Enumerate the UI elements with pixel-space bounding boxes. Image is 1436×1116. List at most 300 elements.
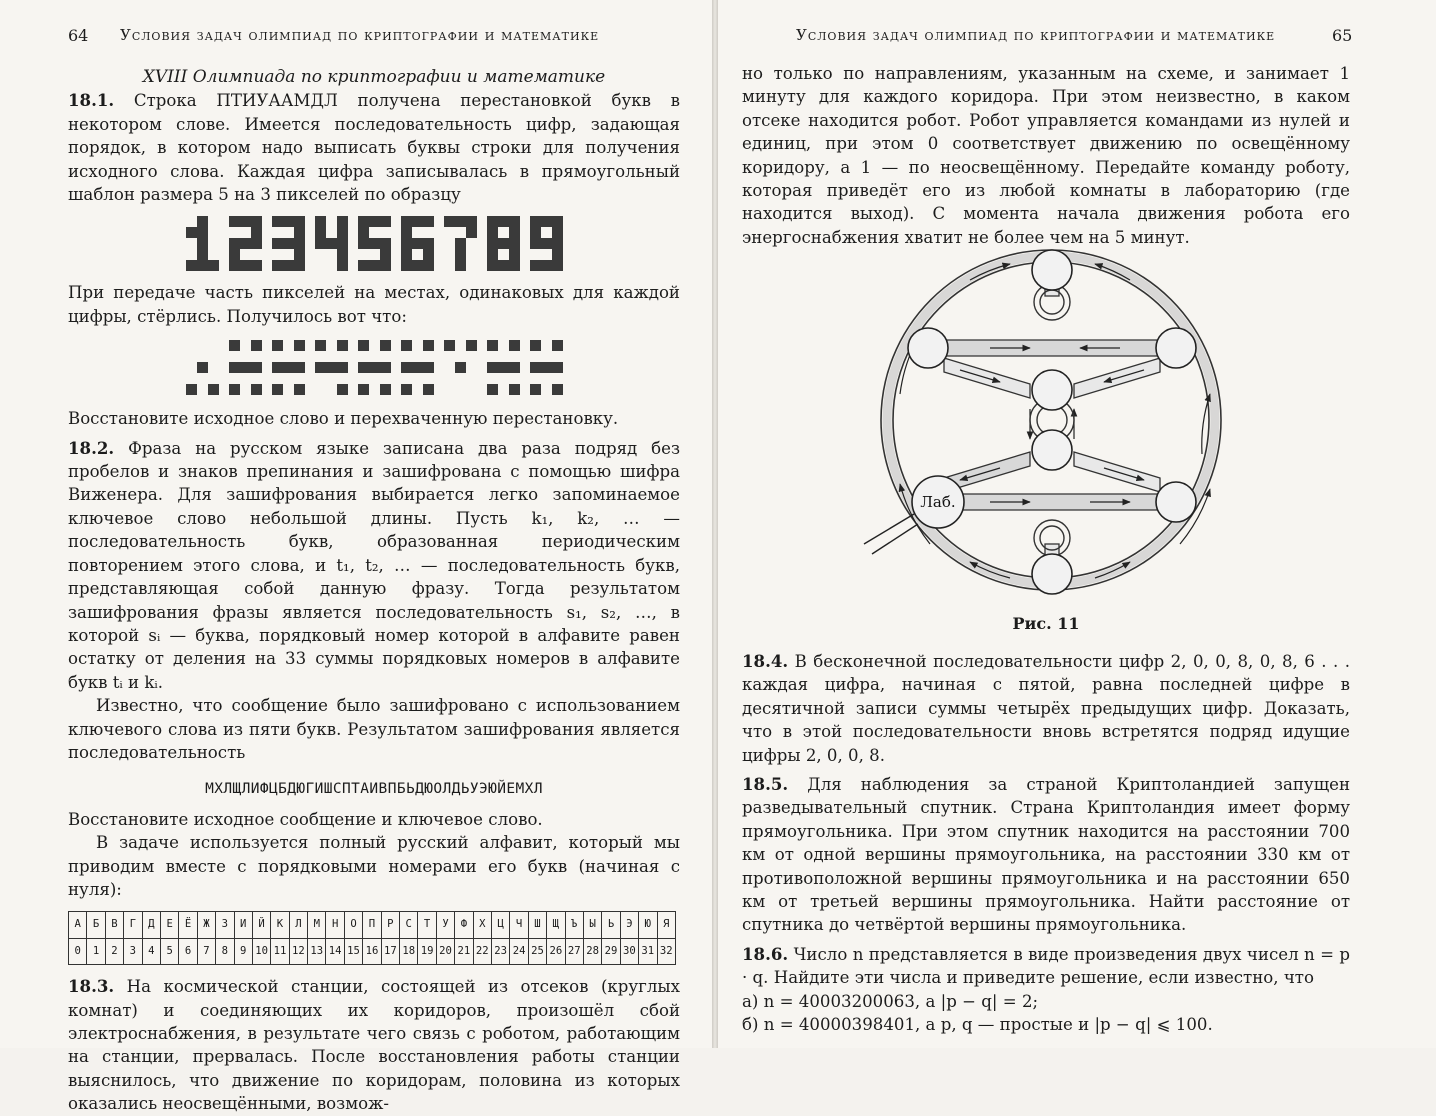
room-right-upper <box>1156 328 1196 368</box>
room-top <box>1032 250 1072 290</box>
pixel <box>326 351 337 362</box>
pixel <box>380 227 391 238</box>
pixel <box>487 351 498 362</box>
pixel <box>487 249 498 260</box>
pixel <box>412 373 423 384</box>
pixel <box>541 227 552 238</box>
alphabet-letter-cell: Ф <box>455 912 473 938</box>
pixel <box>229 384 240 395</box>
pixel <box>509 384 520 395</box>
pixel <box>197 249 208 260</box>
pixel <box>412 260 423 271</box>
pixel <box>444 340 455 351</box>
alphabet-number-cell: 17 <box>381 938 399 964</box>
pixel <box>509 362 520 373</box>
pixel <box>487 340 498 351</box>
pixel <box>509 373 520 384</box>
alphabet-letter-cell: Ш <box>528 912 546 938</box>
pixel <box>509 227 520 238</box>
pixel <box>337 384 348 395</box>
pixel <box>186 340 197 351</box>
room-left-upper <box>908 328 948 368</box>
problem-number: 18.4. <box>742 651 789 671</box>
alphabet-number-cell: 23 <box>491 938 509 964</box>
pixel <box>272 216 283 227</box>
pixel <box>294 373 305 384</box>
pixel <box>455 384 466 395</box>
pixel <box>401 384 412 395</box>
pixel <box>412 340 423 351</box>
alphabet-letter-cell: Ь <box>602 912 620 938</box>
pixel <box>541 373 552 384</box>
pixel <box>240 351 251 362</box>
alphabet-number-cell: 4 <box>142 938 160 964</box>
pixel <box>380 238 391 249</box>
pixel <box>326 227 337 238</box>
pixel <box>337 362 348 373</box>
left-text-column <box>68 66 680 1116</box>
pixel <box>423 238 434 249</box>
alphabet-letter-cell: Ц <box>491 912 509 938</box>
pixel <box>240 384 251 395</box>
pixel <box>369 362 380 373</box>
pixel <box>444 351 455 362</box>
pixel <box>423 227 434 238</box>
pixel <box>466 216 477 227</box>
pixel <box>530 238 541 249</box>
olympiad-title: XVIII Олимпиада по криптографии и математике <box>142 67 606 87</box>
pixel <box>208 384 219 395</box>
pixel <box>229 249 240 260</box>
problem-18-5: 18.5. Для наблюдения за страной Криптоландией запущен разведывательный спутник. Страна Криптоландия имеет форму прямоугольника. При этом спутник находится на расстоянии 700 км от одной вершины прямоугольника, на расстоянии 330 км от противоположной вершины прямоугольника и на расстоянии 650 км от третьей вершины прямоугольника. Найти расстояние от спутника до четвёртой вершины прямоугольника. <box>742 774 1351 935</box>
pixel <box>401 362 412 373</box>
pixel <box>186 216 197 227</box>
pixel <box>369 238 380 249</box>
pixel <box>240 260 251 271</box>
problem-18-1: 18.1. Строка ПТИУААМДЛ получена перестановкой букв в некотором слове. Имеется последовательность цифр, задающая порядок, в котором надо выписать буквы строки для получения исходного слова. Каждая цифра записывалась в прямоугольный шаблон размера 5 на 3 пикселей по образцу <box>68 90 681 205</box>
pixel <box>186 227 197 238</box>
pixel <box>197 216 208 227</box>
pixel <box>423 362 434 373</box>
pixel <box>369 249 380 260</box>
problem-18-6-b: б) n = 40000398401, а p, q — простые и |p − q| ⩽ 100. <box>742 1015 1213 1035</box>
pixel <box>358 351 369 362</box>
corridors <box>938 280 1165 560</box>
pixel <box>315 227 326 238</box>
pixel <box>530 362 541 373</box>
pixel <box>455 362 466 373</box>
alphabet-number-cell: 20 <box>436 938 454 964</box>
pixel <box>337 249 348 260</box>
alphabet-number-cell: 1 <box>87 938 105 964</box>
alphabet-number-cell: 24 <box>510 938 528 964</box>
pixel <box>369 373 380 384</box>
pixel <box>240 362 251 373</box>
pixel <box>294 249 305 260</box>
outer-ring-shade <box>887 256 1215 584</box>
pixel <box>337 238 348 249</box>
pixel <box>272 238 283 249</box>
pixel <box>466 227 477 238</box>
pixel <box>552 238 563 249</box>
pixel <box>337 227 348 238</box>
pixel <box>197 340 208 351</box>
template-digit <box>229 216 262 271</box>
pixel <box>509 238 520 249</box>
pixel <box>509 260 520 271</box>
pixel <box>423 384 434 395</box>
pixel <box>541 351 552 362</box>
pixel <box>552 373 563 384</box>
pixel <box>186 238 197 249</box>
left-page <box>0 0 712 1114</box>
pixel <box>208 362 219 373</box>
pixel <box>326 340 337 351</box>
alphabet-letter-cell: П <box>363 912 381 938</box>
pixel <box>186 362 197 373</box>
pixel <box>412 238 423 249</box>
pixel <box>251 260 262 271</box>
pixel <box>358 362 369 373</box>
alphabet-letter-cell: Д <box>142 912 160 938</box>
pixel <box>272 340 283 351</box>
alphabet-letter-cell: Щ <box>547 912 565 938</box>
pixel <box>509 249 520 260</box>
pixel <box>294 260 305 271</box>
alphabet-number-cell: 31 <box>639 938 657 964</box>
pixel <box>229 373 240 384</box>
erased-digit <box>272 340 305 395</box>
pixel <box>530 249 541 260</box>
alphabet-number-cell: 18 <box>400 938 418 964</box>
pixel <box>466 340 477 351</box>
template-digit <box>487 216 520 271</box>
alphabet-number-cell: 15 <box>344 938 362 964</box>
alphabet-number-cell: 0 <box>69 938 87 964</box>
pixel <box>326 260 337 271</box>
pixel <box>498 260 509 271</box>
pixel <box>337 260 348 271</box>
alphabet-number-cell: 27 <box>565 938 583 964</box>
alphabet-letter-cell: Х <box>473 912 491 938</box>
template-digit <box>401 216 434 271</box>
alphabet-letter-cell: З <box>216 912 234 938</box>
alphabet-number-cell: 13 <box>308 938 326 964</box>
pixel <box>283 373 294 384</box>
problem-18-1-erased-text: При передаче часть пикселей на местах, одинаковых для каждой цифры, стёрлись. Получилось вот что: <box>68 283 680 326</box>
alphabet-number-cell: 2 <box>105 938 123 964</box>
alphabet-letter-cell: Ю <box>639 912 657 938</box>
pixel <box>401 351 412 362</box>
pixel <box>552 227 563 238</box>
pixel <box>498 362 509 373</box>
pixel <box>487 216 498 227</box>
pixel <box>315 351 326 362</box>
alphabet-number-cell: 6 <box>179 938 197 964</box>
pixel <box>186 351 197 362</box>
alphabet-numbers-row <box>69 938 676 964</box>
alphabet-number-cell: 29 <box>602 938 620 964</box>
alphabet-number-cell: 16 <box>363 938 381 964</box>
alphabet-number-cell: 32 <box>657 938 675 964</box>
pixel <box>509 340 520 351</box>
erased-digit <box>444 340 477 395</box>
figure-caption: Рис. 11 <box>1012 614 1080 633</box>
pixel <box>240 340 251 351</box>
pixel-digits-template <box>68 216 680 271</box>
alphabet-letter-cell: А <box>69 912 87 938</box>
alphabet-number-cell: 12 <box>289 938 307 964</box>
pixel <box>423 216 434 227</box>
pixel <box>541 362 552 373</box>
pixel <box>412 351 423 362</box>
pixel <box>466 373 477 384</box>
pixel <box>487 362 498 373</box>
pixel <box>229 238 240 249</box>
pixel <box>358 384 369 395</box>
alphabet-number-cell: 19 <box>418 938 436 964</box>
pixel <box>401 340 412 351</box>
pixel <box>251 340 262 351</box>
problem-18-4: 18.4. В бесконечной последовательности цифр 2, 0, 0, 8, 0, 8, 6 . . . каждая цифра, начиная с пятой, равна последней цифре в десятичной записи суммы четырёх предыдущих цифр. Доказать, что в этой последовательности вновь встретятся подряд идущие цифры 2, 0, 0, 8. <box>742 651 1351 765</box>
pixel <box>380 373 391 384</box>
pixel <box>530 340 541 351</box>
pixel <box>380 340 391 351</box>
pixel <box>509 216 520 227</box>
pixel <box>466 384 477 395</box>
alphabet-letter-cell: Э <box>620 912 638 938</box>
pixel <box>240 216 251 227</box>
pixel <box>412 216 423 227</box>
pixel <box>401 260 412 271</box>
pixel-digits-erased <box>68 340 680 395</box>
pixel <box>229 260 240 271</box>
pixel <box>294 216 305 227</box>
pixel <box>444 216 455 227</box>
pixel <box>423 373 434 384</box>
pixel <box>466 238 477 249</box>
pixel <box>337 373 348 384</box>
pixel <box>229 340 240 351</box>
pixel <box>498 216 509 227</box>
pixel <box>315 249 326 260</box>
pixel <box>240 373 251 384</box>
template-digit <box>358 216 391 271</box>
pixel <box>444 373 455 384</box>
pixel <box>251 238 262 249</box>
erased-digit <box>358 340 391 395</box>
pixel <box>530 384 541 395</box>
pixel <box>369 216 380 227</box>
pixel <box>444 238 455 249</box>
pixel <box>466 249 477 260</box>
alphabet-number-cell: 25 <box>528 938 546 964</box>
lab-label: Лаб. <box>920 493 956 511</box>
pixel <box>412 362 423 373</box>
pixel <box>498 373 509 384</box>
problem-number: 18.2. <box>68 437 115 458</box>
erased-digit <box>315 340 348 395</box>
pixel <box>326 362 337 373</box>
pixel <box>455 216 466 227</box>
right-page-number: 65 <box>1332 26 1353 45</box>
pixel <box>272 249 283 260</box>
pixel <box>401 227 412 238</box>
alphabet-number-cell: 26 <box>547 938 565 964</box>
pixel <box>530 227 541 238</box>
pixel <box>530 260 541 271</box>
pixel <box>251 384 262 395</box>
problem-number: 18.1. <box>68 90 115 111</box>
pixel <box>455 249 466 260</box>
alphabet-letters-row <box>69 912 676 938</box>
pixel <box>283 340 294 351</box>
pixel <box>229 227 240 238</box>
pixel <box>272 384 283 395</box>
pixel <box>294 238 305 249</box>
pixel <box>197 384 208 395</box>
loops <box>1030 284 1074 556</box>
template-digit <box>315 216 348 271</box>
pixel <box>466 351 477 362</box>
pixel <box>401 249 412 260</box>
erased-digit <box>186 340 219 395</box>
pixel <box>358 238 369 249</box>
pixel <box>401 216 412 227</box>
alphabet-letter-cell: Ы <box>583 912 601 938</box>
alphabet-letter-cell: Ж <box>197 912 215 938</box>
pixel <box>466 260 477 271</box>
pixel <box>197 373 208 384</box>
pixel <box>358 260 369 271</box>
pixel <box>423 340 434 351</box>
pixel <box>509 351 520 362</box>
alphabet-letter-cell: Р <box>381 912 399 938</box>
alphabet-letter-cell: Н <box>326 912 344 938</box>
pixel <box>380 351 391 362</box>
pixel <box>283 216 294 227</box>
alphabet-letter-cell: И <box>234 912 252 938</box>
pixel <box>315 238 326 249</box>
pixel <box>272 351 283 362</box>
pixel <box>326 384 337 395</box>
right-text-column-bottom <box>742 650 1350 1037</box>
problem-18-3: 18.3. На космической станции, состоящей из отсеков (круглых комнат) и соединяющих их коридоров, произошёл сбой электроснабжения, в результате чего связь с роботом, работающим на станции, прервалась. После восстановления работы станции выяснилось, что движение по коридорам, половина из которых оказались неосвещёнными, возмож- <box>68 976 680 1114</box>
alphabet-letter-cell: Б <box>87 912 105 938</box>
alphabet-note: В задаче используется полный русский алфавит, который мы приводим вместе с порядковыми номерами его букв (начиная с нуля): <box>68 833 680 899</box>
pixel <box>326 238 337 249</box>
pixel <box>186 249 197 260</box>
erased-digit <box>530 340 563 395</box>
pixel <box>552 216 563 227</box>
pixel <box>272 260 283 271</box>
template-digit <box>530 216 563 271</box>
pixel <box>369 227 380 238</box>
pixel <box>444 384 455 395</box>
pixel <box>369 351 380 362</box>
pixel <box>412 384 423 395</box>
pixel <box>423 351 434 362</box>
alphabet-letter-cell: Т <box>418 912 436 938</box>
pixel <box>294 384 305 395</box>
pixel <box>455 373 466 384</box>
problem-number: 18.5. <box>742 774 789 795</box>
pixel <box>455 351 466 362</box>
pixel <box>337 340 348 351</box>
pixel <box>208 216 219 227</box>
pixel <box>487 227 498 238</box>
pixel <box>208 249 219 260</box>
pixel <box>369 384 380 395</box>
pixel <box>294 362 305 373</box>
station-diagram <box>860 244 1380 614</box>
pixel <box>208 260 219 271</box>
pixel <box>315 373 326 384</box>
pixel <box>283 260 294 271</box>
pixel <box>412 227 423 238</box>
pixel <box>272 362 283 373</box>
template-digit <box>186 216 219 271</box>
pixel <box>541 249 552 260</box>
outer-ring-inner <box>893 262 1209 578</box>
pixel <box>541 238 552 249</box>
pixel <box>487 373 498 384</box>
pixel <box>541 260 552 271</box>
pixel <box>380 260 391 271</box>
pixel <box>208 340 219 351</box>
pixel <box>251 216 262 227</box>
problem-18-2-task: Восстановите исходное сообщение и ключевое слово. <box>68 809 543 829</box>
alphabet-letter-cell: В <box>105 912 123 938</box>
alphabet-number-cell: 8 <box>216 938 234 964</box>
pixel <box>358 340 369 351</box>
left-running-head: Условия задач олимпиад по криптографии и математике <box>120 26 600 44</box>
pixel <box>294 340 305 351</box>
pixel <box>315 260 326 271</box>
pixel <box>326 249 337 260</box>
pixel <box>498 249 509 260</box>
pixel <box>283 384 294 395</box>
ciphertext: МХЛЩЛИФЦБДЮГИШСПТАИВПБЬДЮОЛДЬУЭЮЙЕМХЛ <box>205 781 543 798</box>
pixel <box>294 227 305 238</box>
alphabet-number-cell: 9 <box>234 938 252 964</box>
alphabet-letter-cell: Ъ <box>565 912 583 938</box>
alphabet-number-cell: 7 <box>197 938 215 964</box>
pixel <box>412 249 423 260</box>
pixel <box>197 351 208 362</box>
alphabet-letter-cell: Й <box>252 912 270 938</box>
exit-corridor <box>864 514 918 554</box>
pixel <box>315 384 326 395</box>
alphabet-number-cell: 30 <box>620 938 638 964</box>
pixel <box>208 373 219 384</box>
alphabet-number-cell: 22 <box>473 938 491 964</box>
pixel <box>197 227 208 238</box>
pixel <box>197 238 208 249</box>
problem-number: 18.3. <box>68 976 115 997</box>
problem-number: 18.6. <box>742 943 789 964</box>
pixel <box>337 216 348 227</box>
pixel <box>487 238 498 249</box>
pixel <box>251 249 262 260</box>
pixel <box>552 384 563 395</box>
pixel <box>444 249 455 260</box>
pixel <box>283 227 294 238</box>
pixel <box>444 260 455 271</box>
pixel <box>315 340 326 351</box>
pixel <box>240 227 251 238</box>
alphabet-letter-cell: Ч <box>510 912 528 938</box>
